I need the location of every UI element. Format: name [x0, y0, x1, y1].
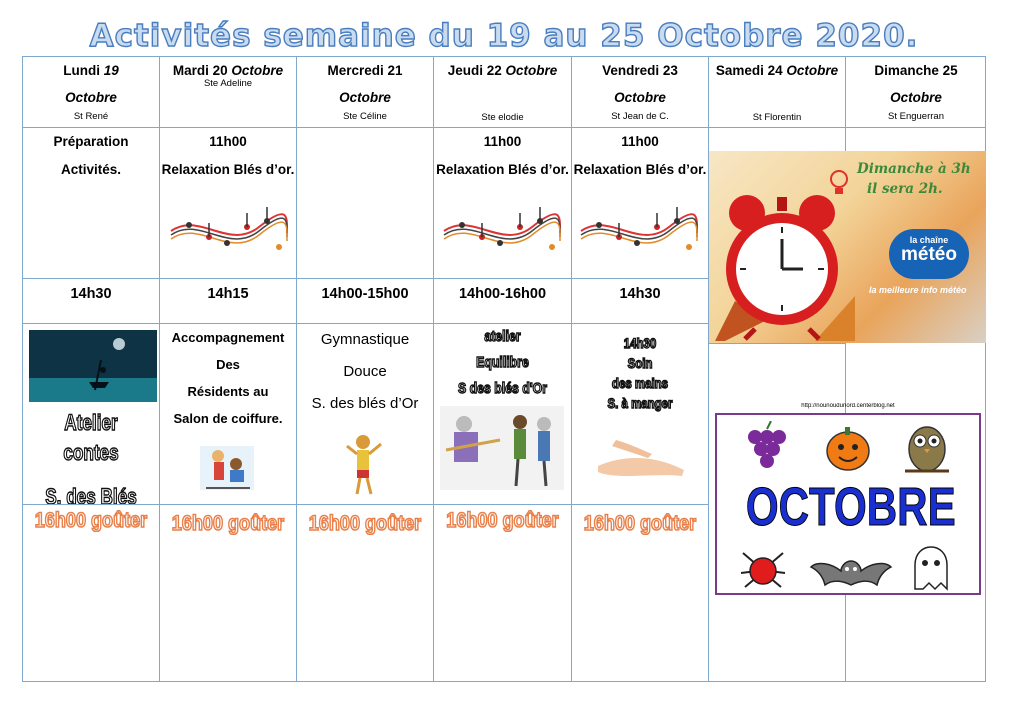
afternoon-time-jeudi: 14h00-16h00: [458, 286, 547, 302]
balance-workshop-image: [440, 406, 564, 490]
day-header-vendredi: [572, 57, 708, 127]
day-name: Mardi 20: [172, 63, 228, 78]
hairdresser-image: [196, 440, 258, 494]
day-month: Octobre: [339, 90, 391, 105]
afternoon-jeudi: atelier Equilibre S des blés d'Or: [434, 324, 571, 504]
activity-title: Atelier contes: [63, 410, 119, 465]
day-month: Octobre: [505, 63, 558, 78]
time-change-line-2: il sera 2h.: [867, 181, 943, 197]
afternoon-time-lundi: 14h30: [70, 286, 112, 302]
afternoon-time-mardi: 14h15: [207, 286, 249, 302]
day-name: Dimanche 25: [874, 63, 958, 78]
saint-name: Ste Adeline: [203, 78, 253, 89]
gouter-mercredi: 16h00 goûter: [308, 512, 422, 535]
activity-time: 11h00: [209, 134, 247, 149]
day-number: 19: [103, 63, 119, 78]
boat-night-image: [29, 330, 157, 402]
day-month: Octobre: [614, 90, 666, 105]
poster-url: http://nounoudunord.centerblog.net: [801, 403, 895, 409]
morning-vendredi: [572, 128, 708, 278]
hands-care-image: [596, 430, 686, 482]
afternoon-mercredi: Gymnastique Douce S. des blés d’Or: [297, 324, 433, 504]
activity-time: 11h00: [621, 134, 659, 149]
day-header-samedi: [709, 57, 845, 127]
alarm-clock-icon: [715, 191, 855, 341]
meteo-logo: la chaîne météo: [889, 229, 969, 279]
saint-name: St Florentin: [752, 112, 802, 123]
time-change-ad: [709, 151, 986, 343]
schedule-grid: [22, 56, 986, 682]
saint-name: St René: [73, 111, 109, 122]
activity-label: Relaxation Blés d’or.: [573, 162, 707, 177]
grapes-icon: [741, 421, 791, 475]
day-header-jeudi: [434, 57, 571, 127]
music-notes-image: [442, 207, 562, 255]
saint-name: Ste elodie: [481, 112, 524, 123]
owl-icon: [905, 419, 949, 475]
music-notes-image: [579, 207, 699, 255]
music-notes-image: [169, 207, 289, 255]
day-month: Octobre: [890, 90, 942, 105]
day-header-mercredi: [297, 57, 433, 127]
gouter-mardi: 16h00 goûter: [171, 512, 285, 535]
day-name: Vendredi 23: [602, 63, 678, 78]
afternoon-time-mercredi: 14h00-15h00: [321, 286, 409, 302]
morning-lundi: Préparation Activités.: [53, 134, 129, 177]
day-month: Octobre: [231, 63, 284, 78]
page-title: Activités semaine du 19 au 25 Octobre 2020.: [89, 18, 919, 54]
afternoon-mardi: Accompagnement Des Résidents au Salon de coiffure.: [160, 324, 296, 504]
day-header-mardi: [160, 57, 296, 127]
time-change-line-1: Dimanche à 3h: [857, 161, 971, 177]
saint-name: St Jean de C.: [611, 111, 669, 122]
meteo-tagline: la meilleure info météo: [869, 285, 967, 295]
bat-icon: [809, 551, 893, 591]
activity-location: S. des Blés: [45, 484, 137, 504]
saint-name: Ste Céline: [343, 111, 387, 122]
afternoon-vendredi: 14h30 Soin des mains S. à manger: [572, 324, 708, 504]
pumpkin-icon: [823, 421, 873, 473]
gouter-vendredi: 16h00 goûter: [583, 512, 697, 535]
gouter-lundi: 16h00 goûter: [34, 509, 148, 532]
afternoon-lundi: [23, 324, 159, 504]
activity-label: Relaxation Blés d’or.: [161, 162, 295, 177]
spider-icon: [737, 543, 789, 589]
octobre-word: OCTOBRE: [745, 477, 956, 537]
ghost-icon: [907, 543, 955, 591]
day-name: Jeudi 22: [447, 63, 502, 78]
activity-time: 11h00: [483, 134, 522, 149]
gymnast-image: [343, 434, 387, 498]
activity-label: Relaxation Blés d’or.: [436, 162, 569, 177]
day-month: Octobre: [65, 90, 117, 105]
saint-name: St Enguerran: [888, 111, 944, 122]
day-month: Octobre: [786, 63, 839, 78]
morning-mardi: [160, 128, 296, 278]
morning-jeudi: [434, 128, 571, 278]
day-name: Mercredi 21: [327, 63, 403, 78]
day-name: Lundi: [63, 63, 100, 78]
day-header-lundi: [23, 57, 159, 127]
day-header-dimanche: [846, 57, 986, 127]
october-poster: [713, 403, 983, 599]
day-name: Samedi 24: [715, 63, 783, 78]
gouter-jeudi: 16h00 goûter: [446, 509, 559, 532]
afternoon-time-vendredi: 14h30: [619, 286, 661, 302]
